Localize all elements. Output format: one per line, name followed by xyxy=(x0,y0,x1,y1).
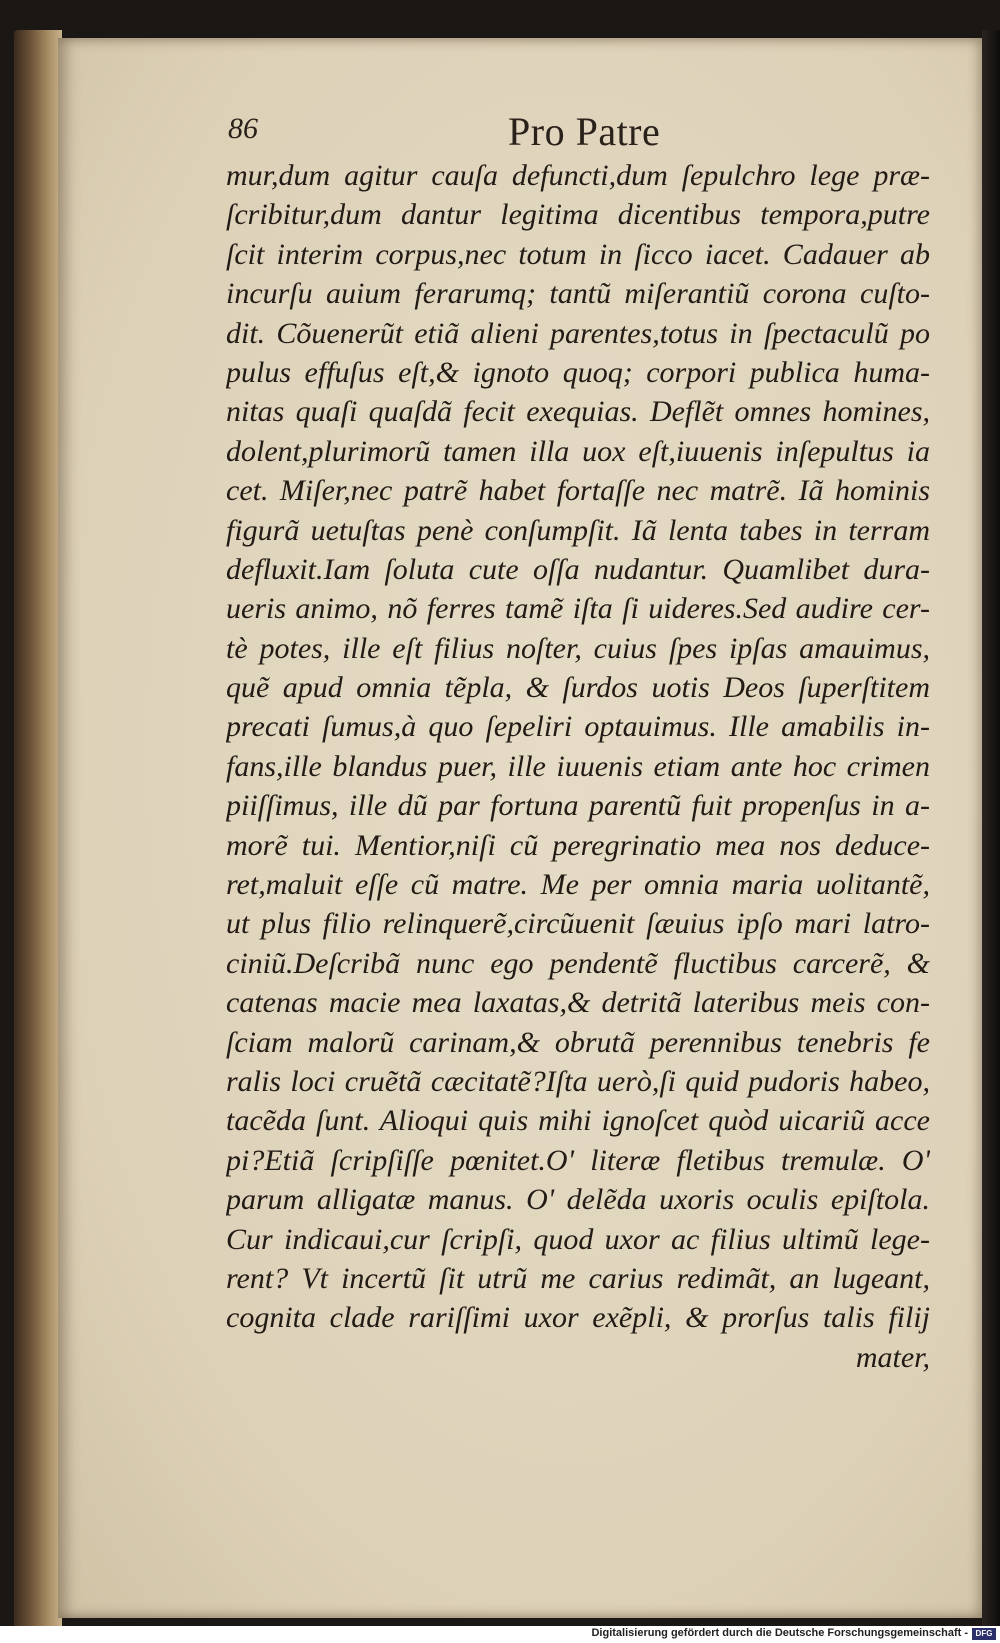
text-line: tacẽda ſunt. Alioqui quis mihi ignoſcet quòd uicariũ acce xyxy=(226,1104,930,1138)
text-line: pulus effuſus eſt,& ignoto quoq; corpori publica huma- xyxy=(226,355,930,389)
text-line: figurã uetuſtas penè conſumpſit. Iã lenta tabes in terram xyxy=(226,513,930,547)
text-line: incurſu auium ferarumq; tantũ miſerantiũ corona cuſto- xyxy=(226,277,930,311)
text-line: pi?Etiã ſcripſiſſe pœnitet.O' literæ fletibus tremulæ. O' xyxy=(226,1143,930,1177)
text-line: ſcribitur,dum dantur legitima dicentibus tempora,putre xyxy=(226,198,930,232)
book-fore-edge xyxy=(14,30,62,1630)
text-line: fans,ille blandus puer, ille iuuenis etiam ante hoc crimen xyxy=(226,749,930,783)
book-gutter-shadow xyxy=(982,30,1000,1630)
page-number: 86 xyxy=(228,112,258,145)
running-head: Pro Patre xyxy=(508,109,661,154)
text-line: rent? Vt incertũ ſit utrũ me carius redimãt, an lugeant, xyxy=(226,1261,930,1295)
text-line: defluxit.Iam ſoluta cute oſſa nudantur. Quamlibet dura- xyxy=(226,552,930,586)
text-line: Cur indicaui,cur ſcripſi, quod uxor ac filius ultimũ lege- xyxy=(226,1222,930,1256)
text-line: dolent,plurimorũ tamen illa uox eſt,iuuenis inſepultus ia xyxy=(226,434,930,468)
text-line: quẽ apud omnia tẽpla, & ſurdos uotis Deos ſuperſtitem xyxy=(226,671,930,705)
text-line: morẽ tui. Mentior,niſi cũ peregrinatio mea nos deduce- xyxy=(226,828,930,862)
funding-credit: Digitalisierung gefördert durch die Deutsche Forschungsgemeinschaft - xyxy=(591,1627,968,1639)
text-line: dit. Cõuenerũt etiã alieni parentes,totus in ſpectaculũ po xyxy=(226,316,930,350)
text-line: ut plus filio relinquerẽ,circũuenit ſæuius ipſo mari latro- xyxy=(226,907,930,941)
catchword: mater, xyxy=(855,1340,930,1374)
text-line: parum alligatæ manus. O' delẽda uxoris oculis epiſtola. xyxy=(226,1183,930,1217)
page-header xyxy=(228,100,928,160)
text-line: piiſſimus, ille dũ par fortuna parentũ fuit propenſus in a- xyxy=(226,789,930,823)
text-line: nitas quaſi quaſdã fecit exequias. Deflẽt omnes homines, xyxy=(226,395,930,429)
dfg-logo: DFG xyxy=(972,1628,996,1640)
text-line: ueris animo, nõ ferres tamẽ iſta ſi uideres.Sed audire cer- xyxy=(226,592,930,626)
text-line: ret,maluit eſſe cũ matre. Me per omnia maria uolitantẽ, xyxy=(226,868,930,902)
text-line: cet. Miſer,nec patrẽ habet fortaſſe nec matrẽ. Iã hominis xyxy=(226,474,930,508)
text-line: ſciam malorũ carinam,& obrutã perennibus tenebris fe xyxy=(226,1025,930,1059)
text-line: catenas macie mea laxatas,& detritã lateribus meis con- xyxy=(226,986,930,1020)
text-line: precati ſumus,à quo ſepeliri optauimus. Ille amabilis in- xyxy=(226,710,930,744)
text-line: ciniũ.Deſcribã nunc ego pendentẽ fluctibus carcerẽ, & xyxy=(226,946,930,980)
text-line: tè potes, ille eſt filius noſter, cuius ſpes ipſas amauimus, xyxy=(226,631,930,665)
text-line: mur,dum agitur cauſa defuncti,dum ſepulchro lege præ- xyxy=(226,159,930,192)
body-text xyxy=(226,156,930,1377)
text-line: ſcit interim corpus,nec totum in ſicco iacet. Cadauer ab xyxy=(226,237,930,271)
text-line: ralis loci cruẽtã cæcitatẽ?Iſta uerò,ſi quid pudoris habeo, xyxy=(226,1064,930,1098)
text-line: cognita clade rariſſimi uxor exẽpli, & prorſus talis filij xyxy=(226,1301,930,1335)
